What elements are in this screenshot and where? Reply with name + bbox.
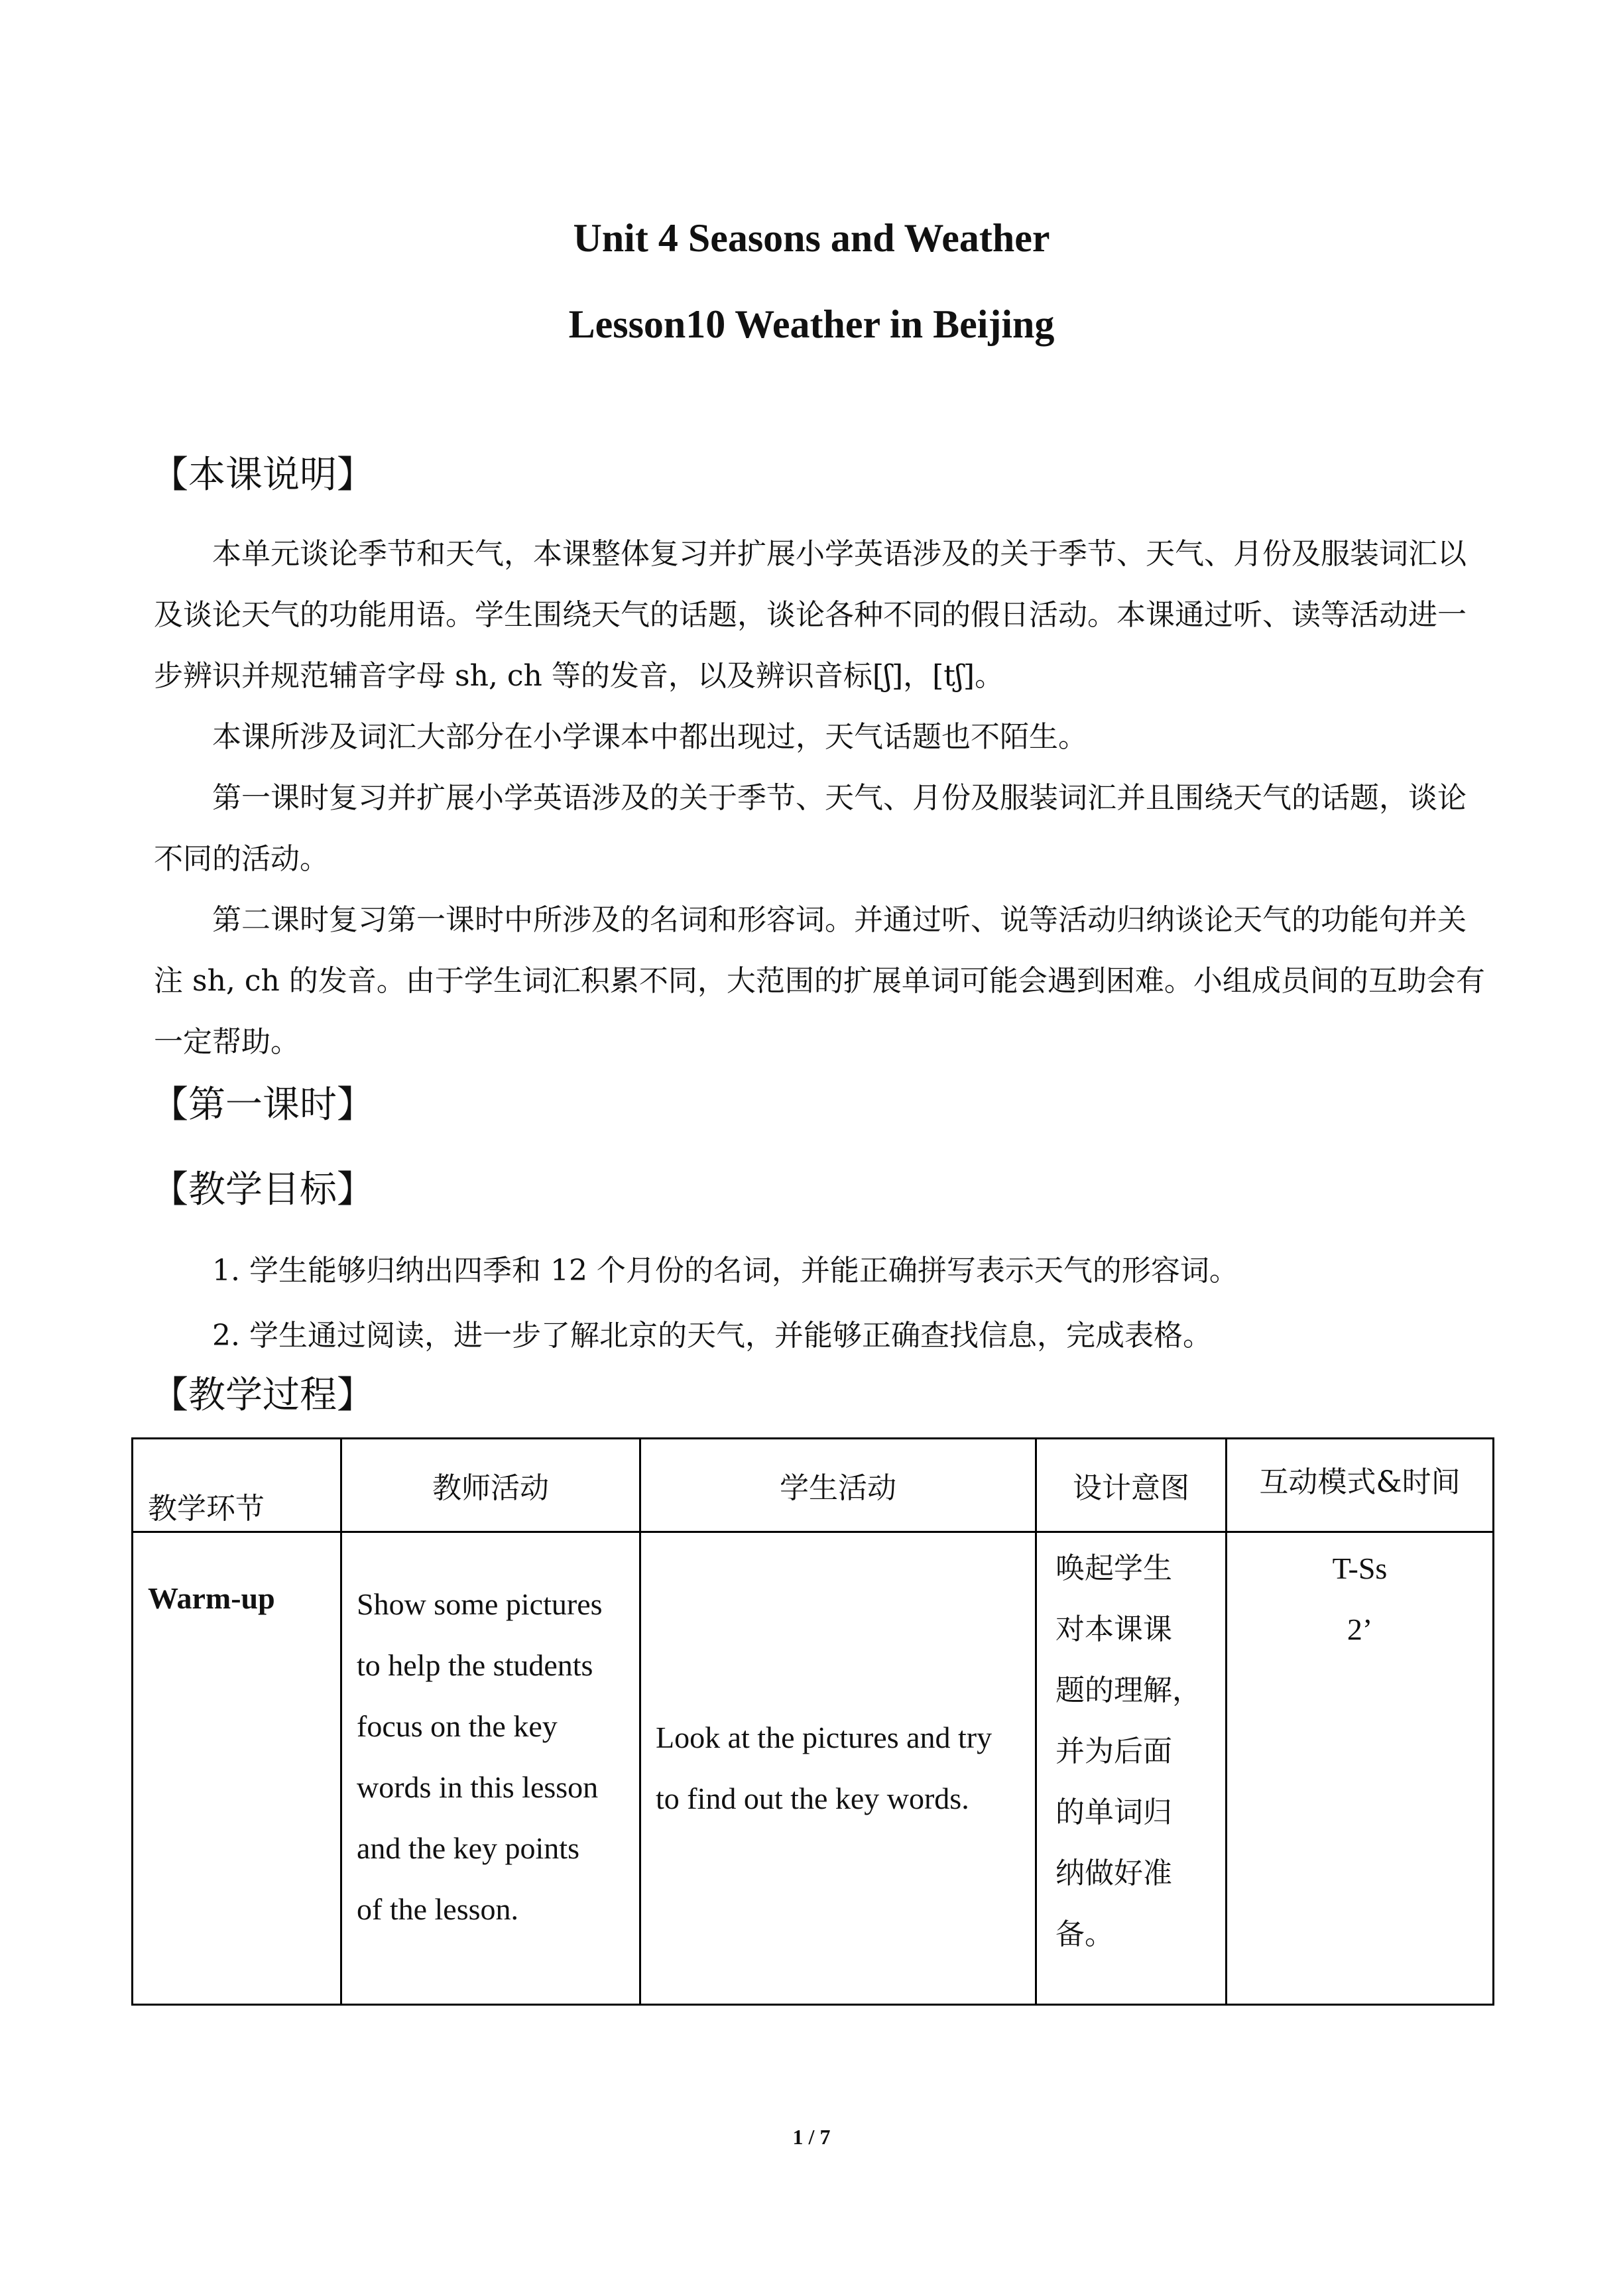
teaching-process-table xyxy=(131,1437,1494,2006)
lesson-title: Lesson10 Weather in Beijing xyxy=(568,302,1055,346)
intro-paragraph-1: 本单元谈论季节和天气，本课整体复习并扩展小学英语涉及的关于季节、天气、月份及服装词汇以及谈论天气的功能用语。学生围绕天气的话题，谈论各种不同的假日活动。本课通过听、读等活动进一步辨识并规范辅音字母 sh, ch 等的发音，以及辨识音标[ʃ]，[tʃ]。 xyxy=(154,537,1467,693)
table-header-row xyxy=(133,1439,1494,1532)
teacher-line: words in this lesson xyxy=(357,1770,599,1804)
header-student: 学生活动 xyxy=(780,1471,896,1505)
intro-paragraph-3: 第一课时复习并扩展小学英语涉及的关于季节、天气、月份及服装词汇并且围绕天气的话题，谈论不同的活动。 xyxy=(154,781,1467,876)
intent-line: 并为后面 xyxy=(1055,1734,1172,1768)
teacher-activity-cell xyxy=(341,1532,640,2005)
teacher-line: focus on the key xyxy=(357,1709,558,1743)
header-stage: 教学环节 xyxy=(148,1492,265,1526)
intro-heading: 【本课说明】 xyxy=(151,453,374,497)
activity-time: 2’ xyxy=(1347,1612,1373,1646)
goals-heading: 【教学目标】 xyxy=(151,1168,374,1211)
goal-item-1: 1. 学生能够归纳出四季和 12 个月份的名词，并能正确拼写表示天气的形容词。 xyxy=(212,1254,1238,1288)
intro-paragraph-2: 本课所涉及词汇大部分在小学课本中都出现过，天气话题也不陌生。 xyxy=(212,720,1087,754)
teacher-line: to help the students xyxy=(357,1648,593,1682)
lesson1-heading: 【第一课时】 xyxy=(151,1083,374,1126)
header-teacher: 教师活动 xyxy=(432,1471,549,1505)
unit-title: Unit 4 Seasons and Weather xyxy=(573,216,1050,260)
interaction-mode: T-Ss xyxy=(1332,1551,1388,1585)
intent-line: 对本课课 xyxy=(1055,1612,1172,1646)
header-mode-time: 互动模式&时间 xyxy=(1259,1465,1461,1499)
intent-line: 纳做好准 xyxy=(1055,1856,1172,1890)
process-heading: 【教学过程】 xyxy=(151,1374,374,1417)
design-intent-cell xyxy=(1036,1532,1227,2005)
stage-cell: Warm-up xyxy=(133,1532,341,2005)
intent-line: 备。 xyxy=(1055,1917,1114,1951)
teacher-line: Show some pictures xyxy=(357,1587,603,1621)
student-activity-cell xyxy=(640,1532,1036,2005)
teacher-line: and the key points xyxy=(357,1831,579,1865)
table-row xyxy=(133,1532,1494,2005)
header-intent: 设计意图 xyxy=(1073,1471,1189,1505)
mode-time-cell xyxy=(1227,1532,1494,2005)
intent-line: 题的理解， xyxy=(1055,1673,1201,1707)
student-line: to find out the key words. xyxy=(656,1782,969,1815)
goal-item-2: 2. 学生通过阅读，进一步了解北京的天气，并能够正确查找信息，完成表格。 xyxy=(212,1319,1212,1353)
intent-line: 的单词归 xyxy=(1055,1795,1172,1829)
intent-line: 唤起学生 xyxy=(1055,1551,1172,1585)
page-number: 1 / 7 xyxy=(792,2125,831,2149)
teacher-line: of the lesson. xyxy=(357,1892,519,1926)
intro-paragraph-4: 第二课时复习第一课时中所涉及的名词和形容词。并通过听、说等活动归纳谈论天气的功能句并关注 sh, ch 的发音。由于学生词汇积累不同，大范围的扩展单词可能会遇到困难。小组成员间的互助会有一定帮助。 xyxy=(154,903,1485,1059)
student-line: Look at the pictures and try xyxy=(656,1721,992,1754)
